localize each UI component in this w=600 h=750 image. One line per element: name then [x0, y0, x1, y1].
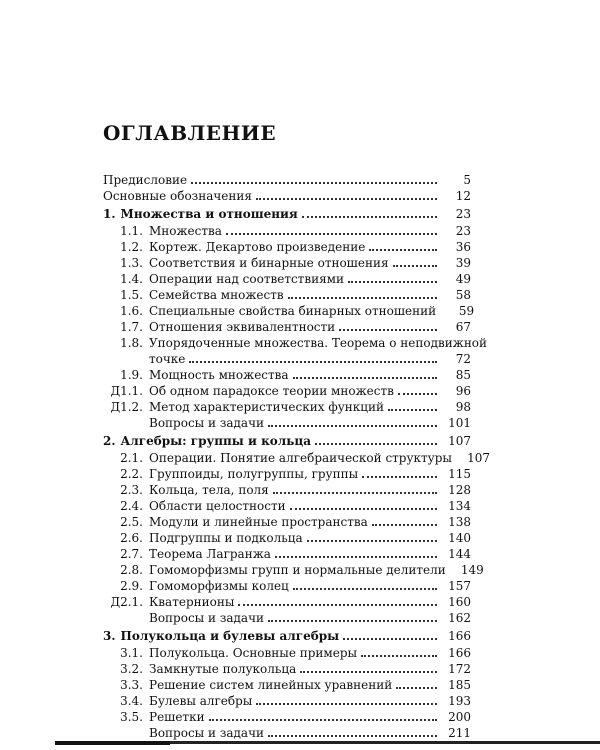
toc-entry-page: 166 [448, 646, 471, 660]
toc-entry-number: 3.2. [120, 662, 143, 676]
dot-leader [393, 253, 437, 267]
dot-leader [209, 707, 437, 721]
toc-entry-page: 157 [448, 579, 471, 593]
toc-entry-number: 2.5. [120, 515, 143, 529]
toc-chapter-title: Множества и отношения [120, 207, 298, 221]
toc-entry-number: 1.2. [120, 240, 143, 254]
toc-entry-title: Гомоморфизмы колец [149, 579, 289, 593]
toc-entry-number: 1.1. [120, 224, 143, 238]
toc-entry-page: 39 [455, 256, 471, 270]
dot-leader [275, 544, 437, 558]
toc-entry-page: 36 [455, 240, 471, 254]
toc-entry-page: 72 [455, 352, 471, 366]
toc-entry-page: 211 [448, 726, 471, 740]
toc-entry-title: Кольца, тела, поля [149, 483, 269, 497]
toc-entry-title: Группоиды, полугруппы, группы [149, 467, 359, 481]
toc-entry-number: 1.4. [120, 272, 143, 286]
toc-entry-page: 49 [455, 272, 471, 286]
toc-entry-page: 5 [463, 173, 471, 187]
toc-entry-page: 107 [467, 451, 490, 465]
toc-entry-title: Множества [149, 224, 222, 238]
toc-entry-title: Об одном парадоксе теории множеств [149, 384, 394, 398]
toc-chapter-title: Алгебры: группы и кольца [120, 434, 311, 448]
toc-entry-number: 3.3. [120, 678, 143, 692]
toc-entry-title: Специальные свойства бинарных отношений [149, 304, 437, 318]
toc-entry-page: 12 [455, 189, 471, 203]
toc-entry-number: Д1.2. [110, 400, 143, 414]
toc-entry-page: 200 [448, 710, 471, 724]
dot-leader [273, 480, 437, 494]
toc-entry-page: 134 [448, 499, 471, 513]
toc-entry-number: 1.6. [120, 304, 143, 318]
toc-entry-title: Области целостности [149, 499, 286, 513]
toc-entry-page: 85 [455, 368, 471, 382]
toc-entry-page: 115 [448, 467, 471, 481]
toc-entry-page: 144 [448, 547, 471, 561]
toc-entry[interactable] [149, 725, 471, 741]
dot-leader [343, 626, 437, 640]
toc-entry-page: 172 [448, 662, 471, 676]
toc-entry-number: 2.7. [120, 547, 143, 561]
toc-entry-title: Теорема Лагранжа [149, 547, 271, 561]
toc-entry-title: Мощность множества [149, 368, 289, 382]
toc-entry-title: Основные обозначения [103, 189, 252, 203]
dot-leader [293, 576, 437, 590]
toc-chapter-number: 2. [103, 434, 116, 448]
toc-entry-number: 2.1. [120, 451, 143, 465]
toc-entry-page: 138 [448, 515, 471, 529]
dot-leader [290, 496, 437, 510]
dot-leader [302, 204, 437, 218]
toc-entry-title: Кортеж. Декартово произведение [149, 240, 366, 254]
dot-leader [268, 723, 437, 737]
toc-entry-title: Вопросы и задачи [149, 416, 265, 430]
dot-leader [268, 413, 437, 427]
toc-entry-title: Упорядоченные множества. Теорема о неподвижной [149, 336, 488, 350]
dot-leader [293, 365, 437, 379]
toc-entry[interactable] [103, 188, 471, 204]
dot-leader [238, 592, 437, 606]
dot-leader [268, 608, 437, 622]
toc-entry-title: Отношения эквивалентности [149, 320, 336, 334]
toc-entry-title: Подгруппы и подкольца [149, 531, 303, 545]
toc-entry-number: Д1.1. [110, 384, 143, 398]
toc-entry-title: Соответствия и бинарные отношения [149, 256, 389, 270]
toc-entry-page: 162 [448, 611, 471, 625]
toc-entry-page: 193 [448, 694, 471, 708]
dot-leader [348, 269, 437, 283]
toc-entry-page: 96 [455, 384, 471, 398]
toc-entry-page: 185 [448, 678, 471, 692]
toc-entry-title: Вопросы и задачи [149, 611, 265, 625]
toc-chapter[interactable] [103, 206, 471, 222]
dot-leader [369, 237, 437, 251]
toc-entry-title: Булевы алгебры [149, 694, 253, 708]
toc-entry-title: Полукольца. Основные примеры [149, 646, 358, 660]
toc-entry-title-continued: точке [149, 352, 186, 366]
toc-entry-page: 166 [448, 629, 471, 643]
toc-entry-number: 2.4. [120, 499, 143, 513]
toc-entry-page: 140 [448, 531, 471, 545]
dot-leader [300, 659, 437, 673]
toc-entry[interactable] [149, 610, 471, 626]
toc-entry-title: Метод характеристических функций [149, 400, 384, 414]
dot-leader [372, 512, 437, 526]
dot-leader [307, 528, 437, 542]
toc-entry-number: 2.3. [120, 483, 143, 497]
toc-entry-page: 67 [455, 320, 471, 334]
page-title: ОГЛАВЛЕНИЕ [103, 121, 277, 145]
toc-entry-number: 2.9. [120, 579, 143, 593]
page-bottom-rule-dark [55, 741, 170, 745]
toc-entry-page: 160 [448, 595, 471, 609]
dot-leader [361, 643, 437, 657]
toc-entry-page: 101 [448, 416, 471, 430]
toc-entry-page: 107 [448, 434, 471, 448]
dot-leader [226, 221, 437, 235]
toc-entry-title: Гомоморфизмы групп и нормальные делители [149, 563, 446, 577]
toc-entry-page: 23 [455, 224, 471, 238]
toc-entry-title: Вопросы и задачи [149, 726, 265, 740]
dot-leader [288, 285, 437, 299]
toc-entry-title: Семейства множеств [149, 288, 284, 302]
dot-leader [398, 381, 437, 395]
toc-entry-number: 1.5. [120, 288, 143, 302]
dot-leader [256, 186, 437, 200]
toc-entry-number: 2.2. [120, 467, 143, 481]
toc-entry[interactable] [103, 546, 471, 562]
dot-leader [388, 397, 437, 411]
toc-entry-page: 23 [455, 207, 471, 221]
toc-entry-number: 3.1. [120, 646, 143, 660]
toc-entry-title: Предисловие [103, 173, 188, 187]
dot-leader [396, 675, 437, 689]
toc-entry[interactable] [103, 319, 471, 335]
toc-entry-number: 2.6. [120, 531, 143, 545]
toc-entry-number: Д2.1. [110, 595, 143, 609]
dot-leader [191, 170, 437, 184]
toc-chapter[interactable] [103, 628, 471, 644]
toc-entry-title: Замкнутые полукольца [149, 662, 297, 676]
toc-entry-number: 1.7. [120, 320, 143, 334]
toc-entry[interactable] [103, 287, 471, 303]
toc-entry-number: 1.8. [120, 336, 143, 350]
toc-entry-page: 58 [455, 288, 471, 302]
toc-chapter[interactable] [103, 433, 471, 449]
toc-entry-page: 128 [448, 483, 471, 497]
toc-entry-number: 3.4. [120, 694, 143, 708]
toc-entry-title: Кватернионы [149, 595, 235, 609]
toc-entry-page: 98 [455, 400, 471, 414]
toc-entry-title: Операции. Понятие алгебраической структуры [149, 451, 452, 465]
toc-entry-number: 1.3. [120, 256, 143, 270]
toc-entry-title: Модули и линейные пространства [149, 515, 368, 529]
dot-leader [339, 317, 437, 331]
dot-leader [256, 691, 437, 705]
toc-entry-title: Решетки [149, 710, 205, 724]
toc-chapter-number: 1. [103, 207, 116, 221]
toc-entry-page: 149 [460, 563, 484, 577]
dot-leader [362, 464, 437, 478]
toc-entry[interactable] [149, 415, 471, 431]
toc-chapter-title: Полукольца и булевы алгебры [120, 629, 340, 643]
toc-entry-page: 59 [458, 304, 475, 318]
toc-entry-title: Решение систем линейных уравнений [149, 678, 393, 692]
toc-chapter-number: 3. [103, 629, 116, 643]
toc-entry-number: 3.5. [120, 710, 143, 724]
dot-leader [189, 349, 437, 363]
toc-entry-title: Операции над соответствиями [149, 272, 344, 286]
dot-leader [315, 431, 437, 445]
toc-entry-number: 2.8. [120, 563, 143, 577]
toc-entry-number: 1.9. [120, 368, 143, 382]
